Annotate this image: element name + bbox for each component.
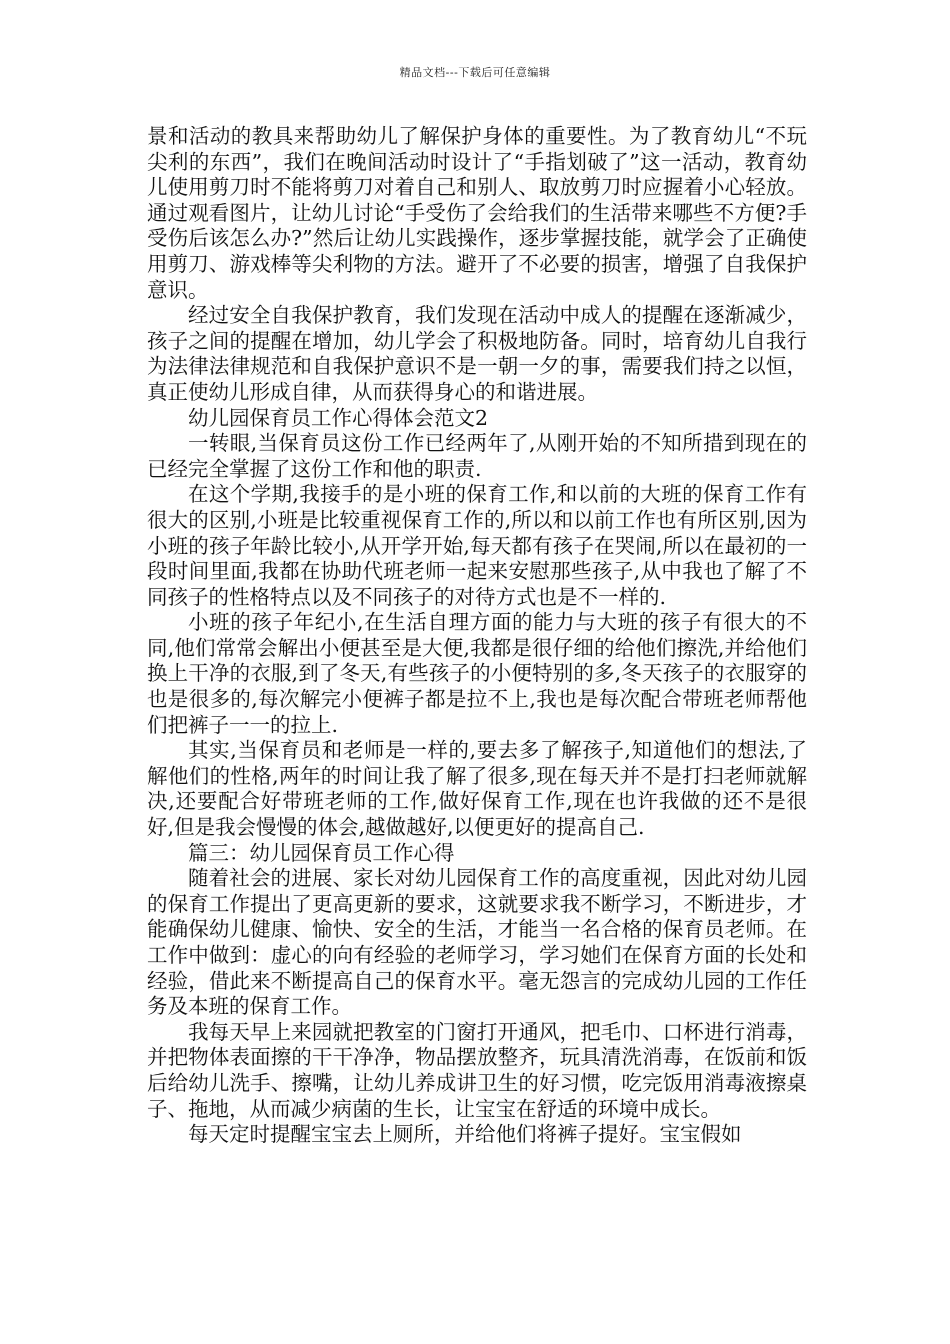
document-body [147,124,807,1148]
page-header: 精品文档---下载后可任意编辑 [399,66,551,79]
section-heading-part-3: 篇三：幼儿园保育员工作心得 [188,840,455,865]
paragraph-toilet-reminder: 每天定时提醒宝宝去上厕所，并给他们将裤子提好。宝宝假如 [188,1122,742,1147]
paragraph-self-care: 小班的孩子年纪小,在生活自理方面的能力与大班的孩子有很大的不同,他们常常会解出小便甚至是大便,我都是很仔细的给他们擦洗,并给他们换上干净的衣服,到了冬天,有些孩子的小便特别的多,冬天孩子的衣服穿的也是很多的,每次解完小便裤子都是拉不上,我也是每次配合带班老师帮他们把裤子一一的拉上. [147,610,807,737]
paragraph-safety-activity: 景和活动的教具来帮助幼儿了解保护身体的重要性。为了教育幼儿“不玩尖利的东西”，我们在晚间活动时设计了“手指划破了”这一活动，教育幼儿使用剪刀时不能将剪刀对着自己和别人、取放剪刀时应握着小心轻放。通过观看图片，让幼儿讨论“手受伤了会给我们的生活带来哪些不方便?手受伤后该怎么办?”然后让幼儿实践操作，逐步掌握技能，就学会了正确使用剪刀、游戏棒等尖利物的方法。避开了不必要的损害，增强了自我保护意识。 [147,124,807,302]
paragraph-safety-education-results: 经过安全自我保护教育，我们发现在活动中成人的提醒在逐渐减少，孩子之间的提醒在增加，幼儿学会了积极地防备。同时，培育幼儿自我行为法律法律规范和自我保护意识不是一朝一夕的事，需要我们持之以恒，真正使幼儿形成自律，从而获得身心的和谐进展。 [147,303,807,404]
paragraph-small-class: 在这个学期,我接手的是小班的保育工作,和以前的大班的保育工作有很大的区别,小班是比较重视保育工作的,所以和以前工作也有所区别,因为小班的孩子年龄比较小,从开学开始,每天都有孩子在哭闹,所以在最初的一段时间里面,我都在协助代班老师一起来安慰那些孩子,从中我也了解了不同孩子的性格特点以及不同孩子的对待方式也是不一样的. [147,482,807,609]
paragraph-understanding-children: 其实,当保育员和老师是一样的,要去多了解孩子,知道他们的想法,了解他们的性格,两年的时间让我了解了很多,现在每天并不是打扫老师就解决,还要配合好带班老师的工作,做好保育工作,现在也许我做的还不是很好,但是我会慢慢的体会,越做越好,以便更好的提高自己. [147,738,807,840]
paragraph-daily-routine: 我每天早上来园就把教室的门窗打开通风，把毛巾、口杯进行消毒，并把物体表面擦的干干净净，物品摆放整齐，玩具清洗消毒，在饭前和饭后给幼儿洗手、擦嘴，让幼儿养成讲卫生的好习惯，吃完饭用消毒液擦桌子、拖地，从而减少病菌的生长，让宝宝在舒适的环境中成长。 [147,1019,807,1121]
paragraph-two-years: 一转眼,当保育员这份工作已经两年了,从刚开始的不知所措到现在的已经完全掌握了这份工作和他的职责. [147,431,807,481]
section-heading-sample-2: 幼儿园保育员工作心得体会范文2 [188,405,489,430]
paragraph-requirements: 随着社会的进展、家长对幼儿园保育工作的高度重视，因此对幼儿园的保育工作提出了更高更新的要求，这就要求我不断学习，不断进步，才能确保幼儿健康、愉快、安全的生活，才能当一名合格的保育员老师。在工作中做到：虚心的向有经验的老师学习，学习她们在保育方面的长处和经验，借此来不断提高自己的保育水平。毫无怨言的完成幼儿园的工作任务及本班的保育工作。 [147,866,807,1019]
